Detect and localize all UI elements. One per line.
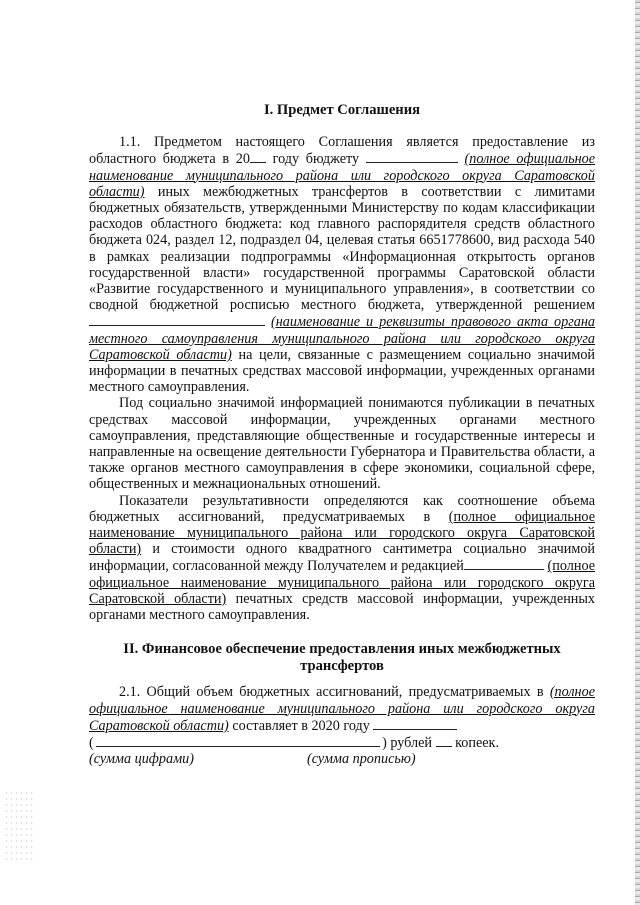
decision-hint: (наименование и реквизиты правового акта органа местного самоуправления муниципального района или городского округа Саратовской области) [89,314,595,363]
scan-noise [4,790,34,860]
p3-municipality-name-2: (полное официальное наименование муниципального района или городского округа Саратовской области) [89,558,596,607]
spacer [89,623,595,641]
editorial-blank [464,557,544,570]
kopecks-blank [436,734,452,747]
paragraph-indicators [89,493,595,624]
p1-text-c: иных межбюджетных трансфертов в соответствии с лимитами бюджетных обязательств, утвержденными Министерству по кодам классификации расходов областного бюджета: код главного распорядителя средств областного бюджета 024, раздел 12, подраздел 04, целевая статья 6651778600, вид расхода 540 в рамках реализации подпрограммы «Информационная открытость органов государственной власти» государственной программы Саратовской области «Развитие государственного и муниципального управления», в соответствии со сводной бюджетной росписью местного бюджета, утвержденной решением [89,183,595,314]
municipality-name-hint: (полное официальное наименование муниципального района или городского округа Саратовской области) [89,151,596,200]
amount-captions [89,751,595,767]
amount-words-line [89,734,595,751]
p21-municipality-hint: (полное официальное наименование муниципального района или городского округа Саратовской области) [89,684,595,734]
year-blank [250,150,266,163]
p3-text-b: и стоимости одного квадратного сантиметра социально значимой информации, согласованной между Получателем и редакцией [89,541,596,575]
p21-text-a: 2.1. Общий объем бюджетных ассигнований, предусматриваемых в [119,684,544,701]
spacer [89,675,595,684]
section-2-title: II. Финансовое обеспечение предоставления иных межбюджетных трансфертов [123,641,561,675]
p3-municipality-name: (полное официальное наименование муниципального района или городского округа Саратовской области) [89,508,595,558]
caption-words: (сумма прописью) [307,751,416,768]
budget-name-blank [366,150,458,163]
decision-blank [89,313,265,326]
document-body [89,102,595,767]
scan-page-edge [635,0,640,905]
kopecks-label: копеек. [455,734,499,751]
p1-text-d: на цели, связанные с размещением социально значимой информации в печатных средствах массовой информации, учрежденных органами местного самоуправления. [89,346,596,396]
p1-text-b: году бюджету [272,151,360,168]
p3-text-a: Показатели результативности определяются как соотношение объема бюджетных ассигнований, предусматриваемых в [89,492,595,525]
paragraph-1-1 [89,134,595,395]
amount-open-paren: ( [89,734,94,751]
section-1-title: I. Предмет Соглашения [263,102,421,118]
amount-digits-blank [373,717,457,730]
p3-text-c: печатных средств массовой информации, учрежденных органами местного самоуправления. [89,590,596,624]
caption-digits: (сумма цифрами) [89,751,194,768]
paragraph-social-info: Под социально значимой информацией понимаются публикации в печатных средствах массовой информации, учрежденных органами местного самоуправления, представляющие общественные и государственные интересы и направленные на освещение деятельности Губернатора и Правительства области, а также органов местного самоуправления в сфере экономики, социальной сфере, общественных и межнациональных отношений. [89,395,595,493]
p21-text-b: составляет в 2020 году [232,717,370,734]
rubles-label: ) рублей [382,734,432,751]
amount-words-blank [96,734,380,747]
paragraph-2-1 [89,684,595,734]
p1-text-a: 1.1. Предметом настоящего Соглашения является предоставление из областного бюджета в 20 [89,134,595,168]
